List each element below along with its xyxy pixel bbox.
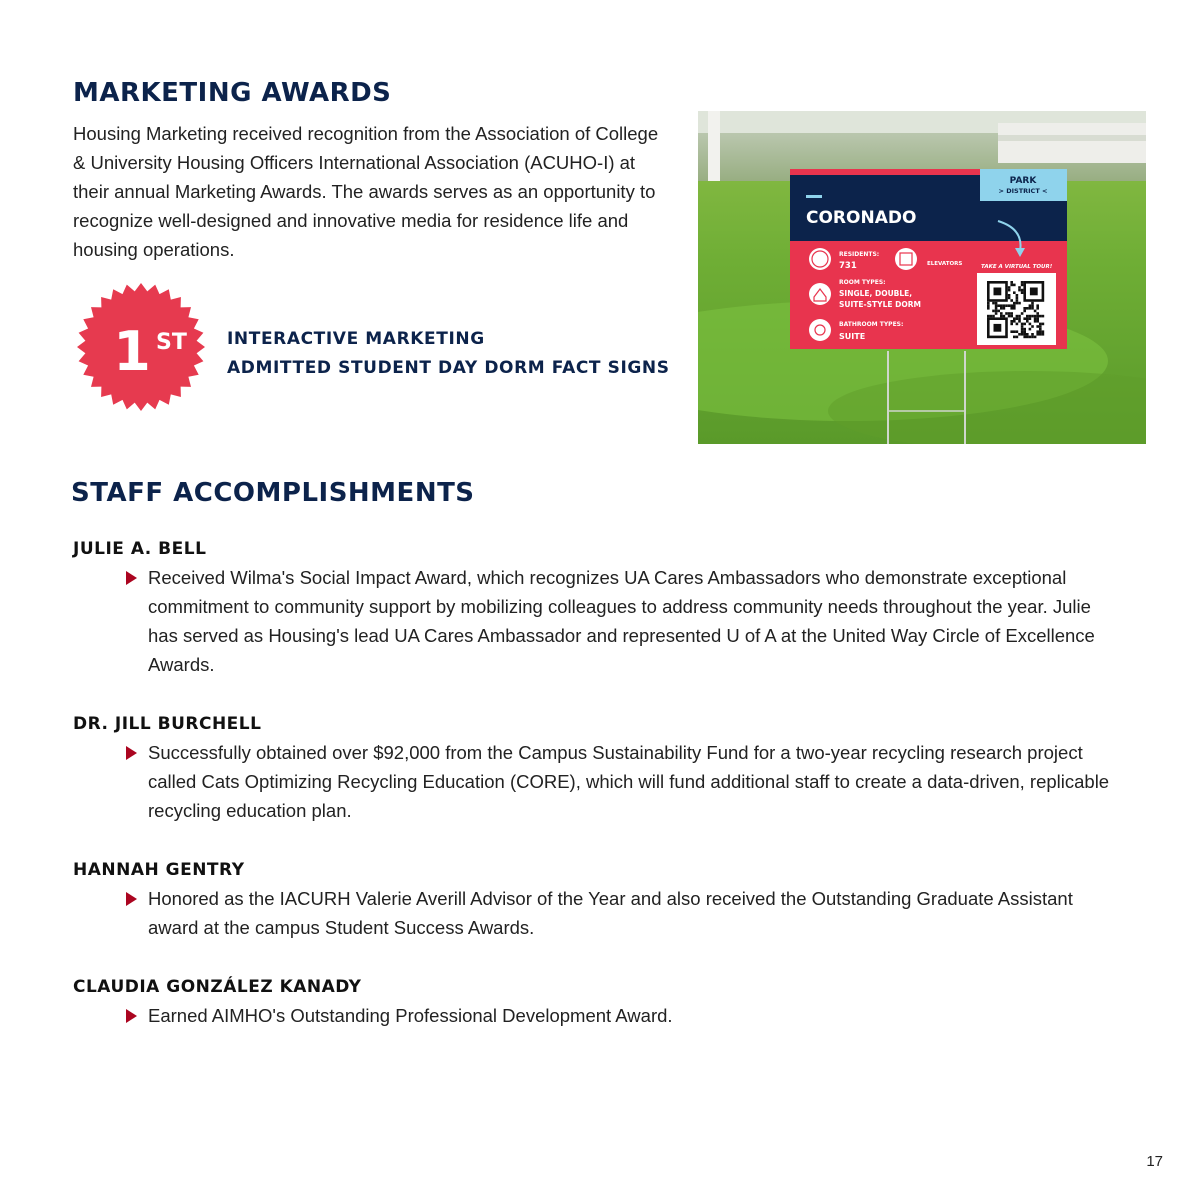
sign-bathroom-value: SUITE (839, 332, 866, 341)
badge-number: 1 (113, 320, 151, 383)
sign-district-bottom: > DISTRICT < (998, 187, 1048, 195)
staff-name: DR. JILL BURCHELL (73, 714, 262, 734)
sign-room-types-value-1: SINGLE, DOUBLE, (839, 289, 913, 298)
bullet-triangle-icon (126, 892, 137, 906)
sign-room-types-label: ROOM TYPES: (839, 279, 886, 286)
first-place-badge (76, 282, 206, 412)
badge-suffix: ST (156, 330, 187, 355)
staff-accomplishment-text: Earned AIMHO's Outstanding Professional Development Award. (148, 1005, 673, 1026)
sign-district-top: PARK (1009, 176, 1037, 186)
sign-hall-name: CORONADO (806, 208, 917, 228)
award-description (227, 325, 670, 383)
sign-residents-label: RESIDENTS: (839, 251, 880, 258)
staff-name: JULIE A. BELL (73, 539, 207, 559)
sign-room-types-value-2: SUITE-STYLE DORM (839, 300, 921, 309)
staff-accomplishment-text: Successfully obtained over $92,000 from the Campus Sustainability Fund for a two-year recycling research project called Cats Optimizing Recycling Education (CORE), which will fund additional staff to create a data-driven, replicable recycling education plan. (148, 742, 1110, 821)
staff-accomplishment-text: Honored as the IACURH Valerie Averill Advisor of the Year and also received the Outstanding Graduate Assistant award at the campus Student Success Awards. (148, 888, 1073, 938)
staff-accomplishment (148, 1001, 1118, 1030)
staff-accomplishment (148, 884, 1118, 942)
marketing-intro-paragraph: Housing Marketing received recognition from the Association of College & University Housing Officers International Association (ACUHO-I) at their annual Marketing Awards. The awards serves as an opportunity to recognize well-designed and innovative media for residence life and housing operations. (73, 123, 659, 260)
bullet-triangle-icon (126, 746, 137, 760)
award-name: ADMITTED STUDENT DAY DORM FACT SIGNS (227, 358, 670, 378)
yard-sign (790, 169, 1067, 349)
staff-accomplishment (148, 738, 1118, 825)
dorm-fact-sign-photo (698, 111, 1146, 444)
staff-name: HANNAH GENTRY (73, 860, 245, 880)
sign-virtual-tour: TAKE A VIRTUAL TOUR! (981, 264, 1053, 270)
marketing-awards-heading: MARKETING AWARDS (73, 78, 392, 108)
bullet-triangle-icon (126, 571, 137, 585)
staff-name: CLAUDIA GONZÁLEZ KANADY (73, 977, 362, 997)
bullet-triangle-icon (126, 1009, 137, 1023)
staff-accomplishment-text: Received Wilma's Social Impact Award, which recognizes UA Cares Ambassadors who demonstrate exceptional commitment to community support by mobilizing colleagues to address community needs throughout the year. Julie has served as Housing's lead UA Cares Ambassador and represented U of A at the United Way Circle of Excellence Awards. (148, 567, 1095, 675)
staff-accomplishments-heading: STAFF ACCOMPLISHMENTS (71, 478, 475, 508)
sign-bathroom-label: BATHROOM TYPES: (839, 321, 904, 328)
award-category: INTERACTIVE MARKETING (227, 329, 485, 349)
sign-residents-value: 731 (839, 261, 857, 271)
staff-accomplishment (148, 563, 1118, 679)
page-number: 17 (1146, 1153, 1163, 1170)
sign-elevators-label: ELEVATORS (927, 261, 963, 267)
